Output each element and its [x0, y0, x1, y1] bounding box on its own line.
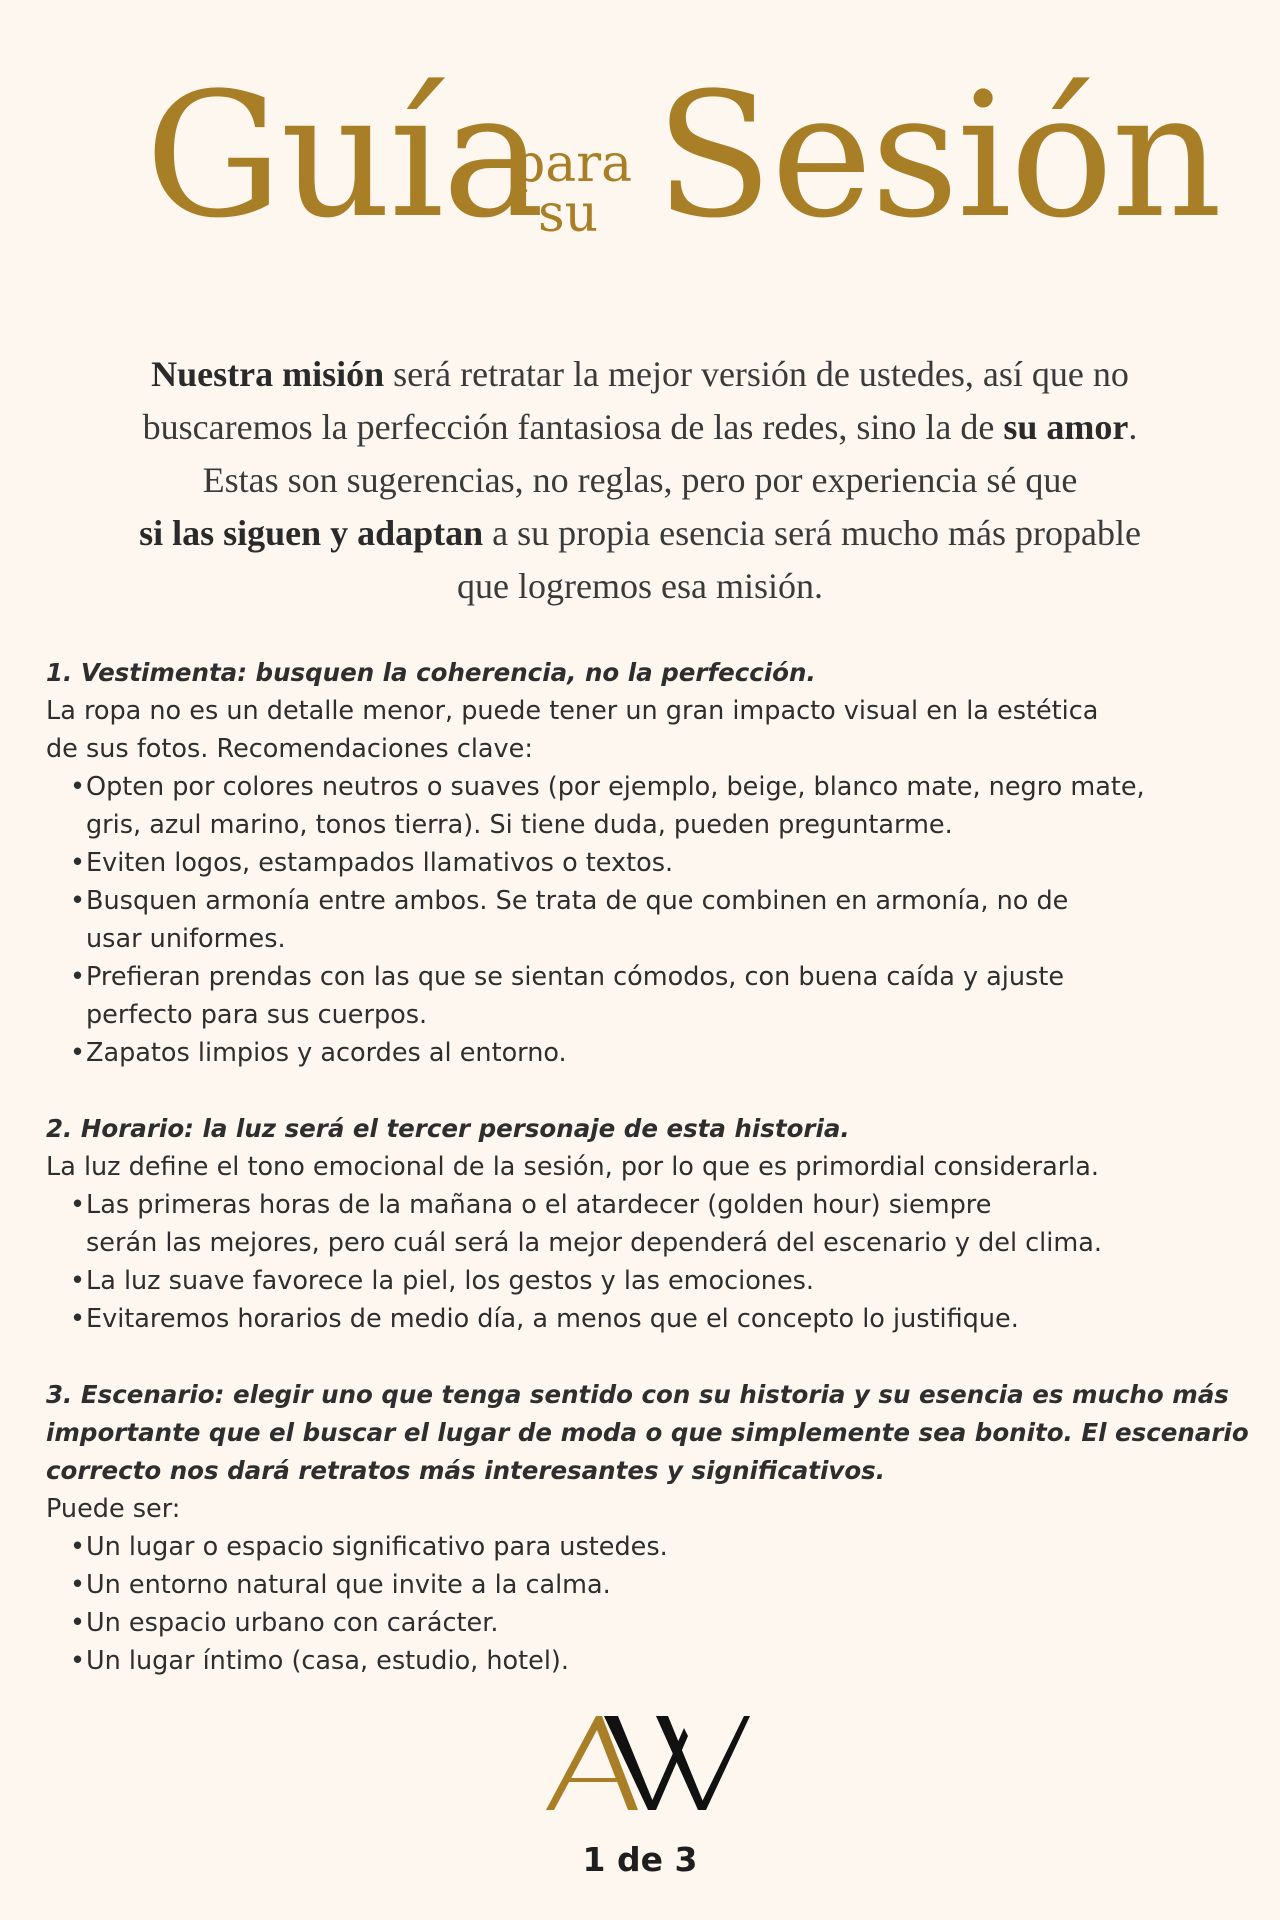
intro-line: La luz define el tono emocional de la sesión, por lo que es primordial considerarla.: [46, 1152, 1099, 1182]
list-item: [70, 1528, 1256, 1566]
section-heading: [46, 654, 1256, 692]
logo-letter-w-stroke4: [698, 1716, 750, 1810]
mission-bold: si las siguen y adaptan: [139, 513, 484, 553]
bullet-list: [46, 1186, 1256, 1338]
list-item-line: • Evitaremos horarios de medio día, a menos que el concepto lo justifique.: [86, 1304, 1019, 1334]
list-item-line: • Un lugar íntimo (casa, estudio, hotel).: [86, 1646, 569, 1676]
list-item: [70, 844, 1256, 882]
bullet-list: [46, 768, 1256, 1072]
title-word-sesion: Sesión: [655, 55, 1221, 256]
section-intro: [46, 692, 1256, 768]
section-heading: [46, 1376, 1256, 1490]
list-item-line: • Eviten logos, estampados llamativos o textos.: [86, 848, 674, 878]
list-item-line: • La luz suave favorece la piel, los gestos y las emociones.: [86, 1266, 815, 1296]
list-item: [70, 958, 1256, 1034]
mission-line: que logremos esa misión.: [457, 566, 823, 606]
list-item: [70, 1300, 1256, 1338]
mission-bold: su amor: [1003, 407, 1129, 447]
title-word-para: para: [512, 134, 633, 194]
page-title: [0, 55, 1280, 270]
page-number: 1 de 3: [582, 1840, 698, 1879]
intro-line: de sus fotos. Recomendaciones clave:: [46, 734, 533, 764]
list-item: [70, 1186, 1256, 1262]
list-item: [70, 1034, 1256, 1072]
list-item-line: gris, azul marino, tonos tierra). Si tiene duda, pueden preguntarme.: [86, 810, 953, 840]
list-item-line: • Busquen armonía entre ambos. Se trata de que combinen en armonía, no de: [86, 886, 1069, 916]
mission-line: [40, 348, 1240, 401]
intro-line: La ropa no es un detalle menor, puede tener un gran impacto visual en la estética: [46, 696, 1099, 726]
section-intro: [46, 1490, 1256, 1528]
logo-letter-w-stroke3: [656, 1716, 704, 1810]
title-word-su: su: [538, 184, 599, 244]
aw-logo: [544, 1714, 750, 1812]
list-item: [70, 1642, 1256, 1680]
list-item: [70, 1604, 1256, 1642]
logo-a-crossbar: [568, 1778, 617, 1782]
mission-line: [40, 507, 1240, 560]
list-item-line: • Zapatos limpios y acordes al entorno.: [86, 1038, 567, 1068]
mission-line: Estas son sugerencias, no reglas, pero por experiencia sé que: [202, 460, 1078, 500]
list-item-line: usar uniformes.: [86, 924, 286, 954]
list-item: [70, 882, 1256, 958]
list-item-line: • Prefieran prendas con las que se sientan cómodos, con buena caída y ajuste: [86, 962, 1065, 992]
section-3: [46, 1376, 1256, 1680]
guide-sections: [46, 654, 1256, 1718]
mission-text: .: [1128, 407, 1138, 447]
heading-line: 1. Vestimenta: busquen la coherencia, no la perfección.: [46, 658, 816, 687]
section-1: [46, 654, 1256, 1072]
heading-line: importante que el buscar el lugar de moda o que simplemente sea bonito. El escenario: [46, 1418, 1249, 1447]
mission-text: a su propia esencia será mucho más propable: [483, 513, 1141, 553]
list-item-line: • Un lugar o espacio significativo para ustedes.: [86, 1532, 668, 1562]
title-word-guia: Guía: [145, 55, 543, 256]
list-item: [70, 768, 1256, 844]
list-item-line: • Opten por colores neutros o suaves (por ejemplo, beige, blanco mate, negro mate,: [86, 772, 1145, 802]
list-item: [70, 1566, 1256, 1604]
mission-text: será retratar la mejor versión de ustedes, así que no: [384, 354, 1129, 394]
mission-line: [40, 401, 1240, 454]
list-item-line: • Un entorno natural que invite a la calma.: [86, 1570, 611, 1600]
section-2: [46, 1110, 1256, 1338]
section-heading: [46, 1110, 1256, 1148]
list-item-line: perfecto para sus cuerpos.: [86, 1000, 428, 1030]
heading-line: 3. Escenario: elegir uno que tenga sentido con su historia y su esencia es mucho más: [46, 1380, 1229, 1409]
list-item-line: serán las mejores, pero cuál será la mejor dependerá del escenario y del clima.: [86, 1228, 1102, 1258]
list-item-line: • Las primeras horas de la mañana o el atardecer (golden hour) siempre: [86, 1190, 992, 1220]
heading-line: 2. Horario: la luz será el tercer personaje de esta historia.: [46, 1114, 850, 1143]
list-item-line: • Un espacio urbano con carácter.: [86, 1608, 499, 1638]
mission-bold: Nuestra misión: [151, 354, 385, 394]
mission-text: buscaremos la perfección fantasiosa de las redes, sino la de: [142, 407, 1004, 447]
heading-line: correcto nos dará retratos más interesantes y significativos.: [46, 1456, 886, 1485]
mission-statement: [40, 348, 1240, 613]
intro-line: Puede ser:: [46, 1494, 181, 1524]
list-item: [70, 1262, 1256, 1300]
section-intro: [46, 1148, 1256, 1186]
bullet-list: [46, 1528, 1256, 1680]
